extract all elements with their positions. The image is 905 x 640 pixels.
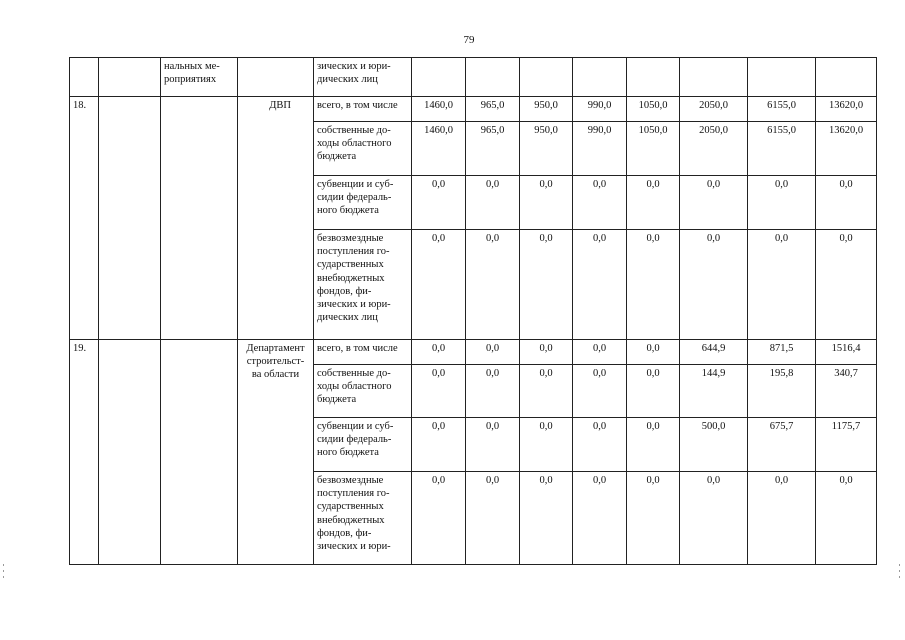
value-cell: 0,0 xyxy=(816,176,877,230)
budget-table xyxy=(69,57,877,565)
value-cell: 1050,0 xyxy=(627,122,680,176)
value-cell: 675,7 xyxy=(748,418,816,472)
value-cell: 0,0 xyxy=(816,230,877,340)
value-cell: 0,0 xyxy=(520,365,573,418)
value-cell: 0,0 xyxy=(627,340,680,365)
executor-cell: ДВП xyxy=(238,97,314,340)
value-cell: 0,0 xyxy=(627,230,680,340)
value-cell xyxy=(466,58,520,97)
value-cell: 0,0 xyxy=(816,472,877,565)
value-cell: 0,0 xyxy=(627,472,680,565)
value-cell: 0,0 xyxy=(573,472,627,565)
value-cell xyxy=(748,58,816,97)
value-cell: 500,0 xyxy=(680,418,748,472)
margin-tick xyxy=(3,570,4,572)
source-cell: безвозмездные поступления го- сударственных внебюджетных фондов, фи- зических и юри- дических лиц xyxy=(314,230,412,340)
measure-cell xyxy=(161,340,238,565)
value-cell: 990,0 xyxy=(573,97,627,122)
value-cell: 144,9 xyxy=(680,365,748,418)
value-cell: 990,0 xyxy=(573,122,627,176)
value-cell: 0,0 xyxy=(466,176,520,230)
value-cell: 6155,0 xyxy=(748,122,816,176)
value-cell: 0,0 xyxy=(466,365,520,418)
measure-cell: нальных ме- роприятиях xyxy=(161,58,238,97)
source-cell: всего, в том числе xyxy=(314,340,412,365)
value-cell: 0,0 xyxy=(573,230,627,340)
value-cell: 0,0 xyxy=(627,418,680,472)
value-cell xyxy=(816,58,877,97)
value-cell: 2050,0 xyxy=(680,97,748,122)
table-row xyxy=(70,97,877,122)
margin-tick xyxy=(899,564,900,566)
value-cell: 950,0 xyxy=(520,97,573,122)
continuation-row xyxy=(70,58,877,97)
value-cell: 965,0 xyxy=(466,122,520,176)
value-cell: 0,0 xyxy=(412,230,466,340)
value-cell: 0,0 xyxy=(520,340,573,365)
source-cell: безвозмездные поступления го- сударственных внебюджетных фондов, фи- зических и юри- xyxy=(314,472,412,565)
row-index: 18. xyxy=(70,97,99,340)
value-cell: 340,7 xyxy=(816,365,877,418)
value-cell: 2050,0 xyxy=(680,122,748,176)
value-cell: 965,0 xyxy=(466,97,520,122)
value-cell: 0,0 xyxy=(466,230,520,340)
value-cell: 1460,0 xyxy=(412,122,466,176)
empty-cell xyxy=(99,340,161,565)
executor-cell xyxy=(238,58,314,97)
source-cell: всего, в том числе xyxy=(314,97,412,122)
empty-cell xyxy=(99,58,161,97)
source-cell: субвенции и суб- сидии федераль- ного бюджета xyxy=(314,176,412,230)
index-cell xyxy=(70,58,99,97)
value-cell: 0,0 xyxy=(412,472,466,565)
value-cell: 0,0 xyxy=(680,230,748,340)
source-cell: субвенции и суб- сидии федераль- ного бюджета xyxy=(314,418,412,472)
source-cell: зических и юри- дических лиц xyxy=(314,58,412,97)
value-cell: 644,9 xyxy=(680,340,748,365)
value-cell: 0,0 xyxy=(748,230,816,340)
value-cell: 0,0 xyxy=(627,365,680,418)
value-cell: 0,0 xyxy=(573,365,627,418)
value-cell: 950,0 xyxy=(520,122,573,176)
value-cell: 0,0 xyxy=(573,340,627,365)
value-cell: 13620,0 xyxy=(816,97,877,122)
value-cell: 0,0 xyxy=(466,472,520,565)
value-cell: 1516,4 xyxy=(816,340,877,365)
value-cell: 0,0 xyxy=(412,365,466,418)
value-cell: 6155,0 xyxy=(748,97,816,122)
row-index: 19. xyxy=(70,340,99,565)
value-cell: 0,0 xyxy=(520,472,573,565)
value-cell: 0,0 xyxy=(680,176,748,230)
page-number: 79 xyxy=(463,34,475,46)
value-cell: 1175,7 xyxy=(816,418,877,472)
value-cell xyxy=(627,58,680,97)
value-cell xyxy=(573,58,627,97)
empty-cell xyxy=(99,97,161,340)
value-cell: 1050,0 xyxy=(627,97,680,122)
value-cell: 0,0 xyxy=(573,176,627,230)
margin-tick xyxy=(899,576,900,578)
value-cell: 0,0 xyxy=(466,418,520,472)
value-cell: 0,0 xyxy=(466,340,520,365)
value-cell xyxy=(680,58,748,97)
table-row xyxy=(70,340,877,365)
value-cell xyxy=(520,58,573,97)
value-cell: 0,0 xyxy=(412,340,466,365)
margin-tick xyxy=(3,576,4,578)
source-cell: собственные до- ходы областного бюджета xyxy=(314,365,412,418)
margin-tick xyxy=(3,564,4,566)
source-cell: собственные до- ходы областного бюджета xyxy=(314,122,412,176)
value-cell: 0,0 xyxy=(748,472,816,565)
executor-cell: Департамент строительст- ва области xyxy=(238,340,314,565)
value-cell: 871,5 xyxy=(748,340,816,365)
value-cell: 0,0 xyxy=(520,176,573,230)
value-cell: 0,0 xyxy=(627,176,680,230)
value-cell: 1460,0 xyxy=(412,97,466,122)
margin-tick xyxy=(899,570,900,572)
value-cell: 0,0 xyxy=(680,472,748,565)
value-cell: 0,0 xyxy=(520,418,573,472)
value-cell: 0,0 xyxy=(748,176,816,230)
value-cell: 0,0 xyxy=(573,418,627,472)
value-cell: 0,0 xyxy=(520,230,573,340)
value-cell: 0,0 xyxy=(412,418,466,472)
value-cell: 195,8 xyxy=(748,365,816,418)
measure-cell xyxy=(161,97,238,340)
value-cell: 13620,0 xyxy=(816,122,877,176)
value-cell: 0,0 xyxy=(412,176,466,230)
value-cell xyxy=(412,58,466,97)
